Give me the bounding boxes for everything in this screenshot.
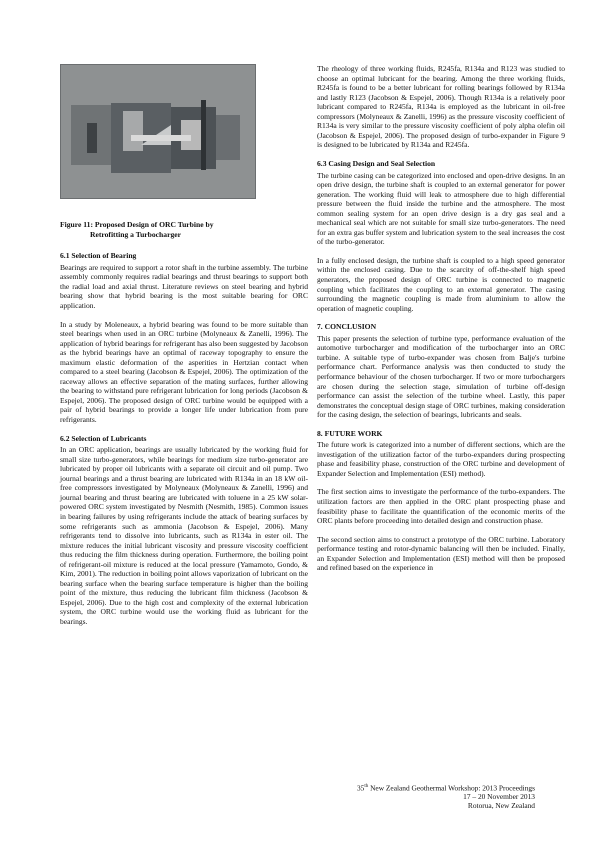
section-6-2-heading: 6.2 Selection of Lubricants xyxy=(60,433,147,443)
section-6-2-paragraph-1: In an ORC application, bearings are usually lubricated by the working fluid for small size turbo-generators, while bearings for medium size turbo-generator are lubricated by proper oil lubricants with a separate oil circuit and oil pump. Two journal bearings and a thrust bearing are lubricated with R134a in an 18 kW oil-free compressors investigated by Molyneaux (Molyneaux & Zanelli, 1996) and journal bearing and thrust bearing are lubricated with toluene in a 25 kW solar-powered ORC system investigated by Nesmith (Nesmith, 1985). Common issues in bearing failures by using refrigerants include the attack of bearing surfaces by some refrigerants such as ammonia (Jacobson & Espejel, 2006). Many refrigerants tend to dissolve into lubricants, such as R134a in ester oil. The mixture reduces the initial lubricant viscosity and pressure viscosity coefficient thus reducing the film thickness during operation. Furthermore, the boiling point of refrigerant-oil mixture is reduced at the local pressure (Yamamoto, Gondo, & Kim, 2001). The reduction in boiling point allows vaporization of lubricant on the bearing surface when the bearing surface temperature is higher than the boiling point of the mixture, thus reducing the lubricant film thickness (Jacobson & Espejel, 2006). Due to the high cost and complexity of the external lubrication system, the ORC turbine would use the working fluid as lubricant for the bearings. xyxy=(60,445,308,626)
turbine-cross-section-drawing xyxy=(61,65,255,198)
section-6-3-paragraph-2: In a fully enclosed design, the turbine shaft is coupled to a high speed generator within the enclosed casing. Due to the scarcity of off-the-shelf high speed generators, the proposed design of ORC turbine is connected to magnetic coupling which facilitates the coupling to an external generator. The casing surrounding the magnetic coupling is made from aluminium to allow the operation of magnetic coupling. xyxy=(317,255,565,313)
caption-line-2: Retrofitting a Turbocharger xyxy=(90,229,181,239)
section-6-1-paragraph-1: Bearings are required to support a rotor shaft in the turbine assembly. The turbine assembly commonly requires radial bearings and thrust bearings to support both the radial load and axial thrust. Literature reviews on steel bearing and hybrid bearing show that hybrid bearing is the most suitable bearing for ORC application. xyxy=(60,262,308,310)
right-column xyxy=(317,64,565,582)
footer-edition-number: 35 xyxy=(356,783,365,793)
footer-workshop-title: New Zealand Geothermal Workshop: 2013 Proceedings xyxy=(368,783,535,793)
caption-line-1: Figure 11: Proposed Design of ORC Turbine by xyxy=(60,220,214,229)
section-6-1-heading: 6.1 Selection of Bearing xyxy=(60,251,137,261)
rheology-paragraph: The rheology of three working fluids, R245fa, R134a and R123 was studied to choose an optimal lubricant for the bearing. Among the three working fluids, R245fa is found to be a better lubricant for rolling bearings followed by R134a and lastly R123 (Jacobson & Espejel, 2006). Though R134a is a relatively poor lubricant compared to R245fa, R134a is employed as the lubricant in oil-free compressors (Molyneaux & Zanelli, 1996) as the pressure viscosity coefficient of R134a is very similar to the pressure viscosity coefficient of poly alpha olefin oil (Jacobson & Espejel, 2006). The proposed design of turbo-expander in Figure 9 is designed to be lubricated by R134a and R245fa. xyxy=(317,64,565,150)
figure-caption xyxy=(60,220,308,239)
section-8-paragraph-3: The second section aims to construct a prototype of the ORC turbine. Laboratory performance testing and rotor-dynamic balancing will then be included. Finally, an Expander Selection and Implementation (ESI) method will then be proposed and refined based on the experience in xyxy=(317,534,565,573)
footer-location: Rotorua, New Zealand xyxy=(467,801,535,811)
footer-edition-suffix: th xyxy=(364,784,369,789)
left-column xyxy=(60,64,308,636)
section-6-3-heading: 6.3 Casing Design and Seal Selection xyxy=(317,158,436,168)
section-7-paragraph-1: This paper presents the selection of turbine type, performance evaluation of the automotive turbocharger and modification of the turbocharger into an ORC turbine. A suitable type of turbo-expander was chosen from Balje's turbine performance chart. Performance analysis was then conducted to study the performance behaviour of the chosen turbocharger. If two or more turbochargers are chosen during the selection stage, simulation of turbine off-design performance can assist the selection of the turbine wheel. Lastly, this paper demonstrates the conceptual design stage of ORC turbines, making consideration for the casing design, the selection of bearings, lubricants and seals. xyxy=(317,333,565,420)
page-footer xyxy=(357,782,535,810)
section-6-1-paragraph-2: In a study by Moleneaux, a hybrid bearing was found to be more suitable than steel bearings when used in an ORC turbine (Molyneaux & Zanelli, 1996). The application of hybrid bearings for refrigerant has also been suggested by Jacobson as the hybrid bearings have an optimal of raceway topography to ensure the maximum elastic deformation of the asperities in Hertzian contact when compared to a steel bearing (Jacobson & Espejel, 2006). The optimization of the raceway allows an effective separation of the mating surfaces, further allowing the bearing to withstand pure refrigerant lubrication for long periods (Jacobson & Espejel, 2006). The proposed design of ORC turbine would be equipped with a pair of hybrid bearings to provide a longer life under lubrication from pure refrigerants. xyxy=(60,319,308,424)
footer-dates: 17 – 20 November 2013 xyxy=(463,792,535,802)
footer-workshop-line xyxy=(357,782,535,792)
figure-11 xyxy=(60,64,308,214)
section-8-paragraph-2: The first section aims to investigate the performance of the turbo-expanders. The utilization factors are then applied in the ORC plant prospecting phase and feasibility phase to facilitate the quantification of the economic merits of the ORC plants before proceeding into detailed design and construction phase. xyxy=(317,487,565,526)
section-8-heading: 8. FUTURE WORK xyxy=(317,428,383,438)
section-7-heading: 7. CONCLUSION xyxy=(317,322,377,332)
section-8-paragraph-1: The future work is categorized into a number of different sections, which are the investigation of the utilization factor of the turbo-expanders during prospecting phase and feasibility phase, construction of the ORC turbine and development of Expander Selection and Implementation (ESI) method). xyxy=(317,440,565,478)
section-6-3-paragraph-1: The turbine casing can be categorized into enclosed and open-drive designs. In an open drive design, the turbine shaft is coupled to an external generator for power generation. The working fluid will leak to atmosphere due to high differential pressure between the fluid inside the turbine and the atmosphere. The most common sealing system for an open drive design is a dry gas seal and a mechanical seal which are not suitable for small size turbo-generators. The need for an extra gas buffer system and lubrication system to the seal increases the cost of the turbo-generator. xyxy=(317,170,565,247)
turbine-design-image xyxy=(60,64,256,199)
